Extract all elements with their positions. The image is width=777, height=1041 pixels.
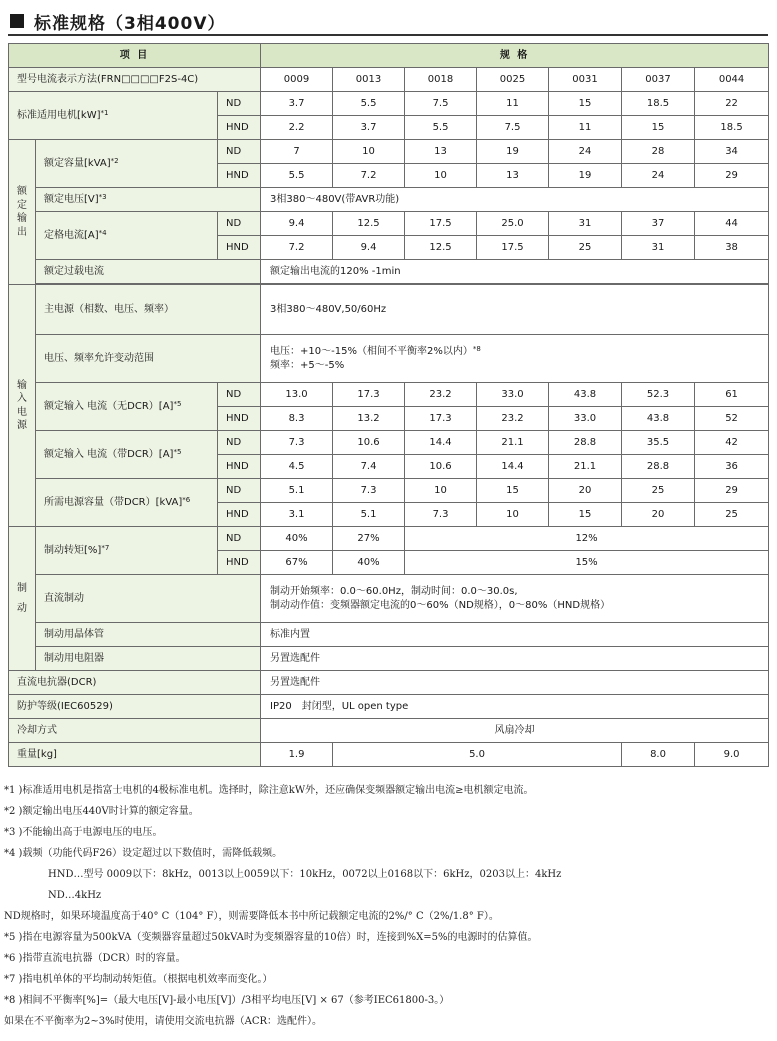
model-cell: 0013 <box>333 68 405 92</box>
value-cell: 7.5 <box>477 116 549 140</box>
value-cell: 7 <box>261 140 333 164</box>
value-cell: 29 <box>695 164 769 188</box>
value-cell: 22 <box>695 92 769 116</box>
value-cell: 9.0 <box>695 743 769 767</box>
value-cell: 10.6 <box>405 455 477 479</box>
output-voltage-row <box>9 188 769 212</box>
value-cell: 2.2 <box>261 116 333 140</box>
value-cell: 23.2 <box>405 383 477 407</box>
value-cell: 14.4 <box>405 431 477 455</box>
value-cell: 19 <box>549 164 622 188</box>
value-cell: 18.5 <box>695 116 769 140</box>
value-cell: 14.4 <box>477 455 549 479</box>
value-cell: 10 <box>333 140 405 164</box>
input-current-no-dcr-nd-row <box>9 383 769 407</box>
spec-table <box>8 43 769 767</box>
value-cell: 35.5 <box>622 431 695 455</box>
nd-tag: ND <box>218 479 261 503</box>
footnote: ND…4kHz <box>48 890 102 901</box>
value-cell: 12.5 <box>333 212 405 236</box>
page-title: 标准规格（3相400V） <box>34 14 226 34</box>
value-cell: 19 <box>477 140 549 164</box>
value-cell: 13 <box>477 164 549 188</box>
value-cell: 10 <box>405 164 477 188</box>
value-cell: 17.5 <box>477 236 549 260</box>
value-cell: 20 <box>549 479 622 503</box>
value-cell: 8.3 <box>261 407 333 431</box>
value-cell: 40% <box>261 527 333 551</box>
value-cell: 7.5 <box>405 92 477 116</box>
capacity-dcr-label: 所需电源容量（带DCR）[kVA]$^{*6}$ <box>36 479 218 527</box>
value-cell: 37 <box>622 212 695 236</box>
output-current-nd-row <box>9 212 769 236</box>
dc-braking-label: 直流制动 <box>36 575 261 623</box>
value-cell: 5.1 <box>261 479 333 503</box>
value-cell: 31 <box>549 212 622 236</box>
capacity-label: 额定容量[kVA]$^{*2}$ <box>36 140 218 188</box>
voltage-value: 3相380～480V(带AVR功能) <box>261 188 769 212</box>
value-cell: 13 <box>405 140 477 164</box>
nd-tag: ND <box>218 527 261 551</box>
value-cell: 5.5 <box>405 116 477 140</box>
section-title-bar <box>8 6 768 36</box>
value-cell: 33.0 <box>549 407 622 431</box>
hnd-tag: HND <box>218 503 261 527</box>
value-cell: 25 <box>549 236 622 260</box>
torque-label: 制动转矩[%]$^{*7}$ <box>36 527 218 575</box>
value-cell: 5.5 <box>261 164 333 188</box>
nd-tag: ND <box>218 140 261 164</box>
value-cell: 13.0 <box>261 383 333 407</box>
footnote: *1 )标准适用电机是指富士电机的4极标准电机。选择时，除注意kW外，还应确保变频器额定输出电流≥电机额定电流。 <box>4 785 534 796</box>
header-spec: 规 格 <box>261 44 769 68</box>
nd-tag: ND <box>218 431 261 455</box>
value-cell: 17.5 <box>405 212 477 236</box>
value-cell: 5.0 <box>333 743 622 767</box>
resistor-label: 制动用电阻器 <box>36 647 261 671</box>
resistor-value: 另置选配件 <box>261 647 769 671</box>
protection-row <box>9 695 769 719</box>
motor-label: 标准适用电机[kW]$^{*1}$ <box>9 92 218 140</box>
model-cell: 0025 <box>477 68 549 92</box>
footnote: 如果在不平衡率为2~3%时使用，请使用交流电抗器（ACR：选配件）。 <box>4 1016 323 1027</box>
value-cell: 5.1 <box>333 503 405 527</box>
footnote: *2 )额定输出电压440V时计算的额定容量。 <box>4 806 199 817</box>
main-power-label: 主电源（相数、电压、频率） <box>36 285 261 335</box>
value-cell: 15 <box>477 479 549 503</box>
dc-braking-value: 制动开始频率：0.0～60.0Hz，制动时间：0.0～30.0s, 制动动作值：变频器额定电流的0～60%（ND规格），0～80%（HND规格） <box>261 575 769 623</box>
footnote: *3 )不能输出高于电源电压的电压。 <box>4 827 163 838</box>
footnote: *5 )指在电源容量为500kVA（变频器容量超过50kVA时为变频器容量的10倍）时，连接到%X=5%的电源时的估算值。 <box>4 932 538 943</box>
current-no-dcr-label: 额定输入 电流（无$DCR)[A]^{*5}$ <box>36 383 218 431</box>
dc-braking-row <box>9 575 769 623</box>
braking-torque-nd-row <box>9 527 769 551</box>
transistor-value: 标准内置 <box>261 623 769 647</box>
model-cell: 0018 <box>405 68 477 92</box>
value-cell: 7.3 <box>333 479 405 503</box>
value-cell: 3.7 <box>261 92 333 116</box>
brake-transistor-row <box>9 623 769 647</box>
value-cell: 11 <box>477 92 549 116</box>
header-item: 项 目 <box>9 44 261 68</box>
value-cell: 11 <box>549 116 622 140</box>
value-cell: 67% <box>261 551 333 575</box>
nd-tag: ND <box>218 92 261 116</box>
value-cell: 7.2 <box>333 164 405 188</box>
input-main-power-row <box>9 285 769 335</box>
model-cell: 0044 <box>695 68 769 92</box>
cooling-value: 风扇冷却 <box>261 719 769 743</box>
value-cell: 5.5 <box>333 92 405 116</box>
footnote: HND…型号 0009以下：8kHz，0013以上0059以下：10kHz，0072以上0168以下：6kHz，0203以上：4kHz <box>48 869 562 880</box>
value-cell: 36 <box>695 455 769 479</box>
value-cell: 12% <box>405 527 769 551</box>
value-cell: 25 <box>622 479 695 503</box>
overload-value: 额定输出电流的120% -1min <box>261 260 769 284</box>
footnote: *8 )相间不平衡率[%]=（最大电压[V]-最小电压[V]）/3相平均电压[V] × 67（参考IEC61800-3。） <box>4 995 450 1006</box>
cooling-row <box>9 719 769 743</box>
hnd-tag: HND <box>218 164 261 188</box>
value-cell: 3.1 <box>261 503 333 527</box>
current-label: 定格电流$[A]^{*4}$ <box>36 212 218 260</box>
value-cell: 43.8 <box>549 383 622 407</box>
value-cell: 31 <box>622 236 695 260</box>
weight-row <box>9 743 769 767</box>
value-cell: 23.2 <box>477 407 549 431</box>
value-cell: 29 <box>695 479 769 503</box>
value-cell: 7.2 <box>261 236 333 260</box>
value-cell: 28 <box>622 140 695 164</box>
model-label: 型号电流表示方法(FRN□□□□F2S-4C) <box>9 68 261 92</box>
hnd-tag: HND <box>218 116 261 140</box>
footnote: ND规格时，如果环境温度高于40° C（104° F），则需要降低本书中所记载额定电流的2%/° C（2%/1.8° F）。 <box>4 911 499 922</box>
value-cell: 15 <box>549 503 622 527</box>
footnote: *7 )指电机单体的平均制动转矩值。（根据电机效率而变化。） <box>4 974 273 985</box>
value-cell: 7.3 <box>405 503 477 527</box>
value-cell: 42 <box>695 431 769 455</box>
value-cell: 15% <box>405 551 769 575</box>
input-capacity-dcr-nd-row <box>9 479 769 503</box>
protection-value: IP20 封闭型，UL open type <box>261 695 769 719</box>
value-cell: 7.4 <box>333 455 405 479</box>
input-variation-row <box>9 335 769 383</box>
value-cell: 40% <box>333 551 405 575</box>
voltage-label: 额定电压$[V]^{*3}$ <box>36 188 261 212</box>
value-cell: 10 <box>477 503 549 527</box>
model-row <box>9 68 769 92</box>
table-header-row <box>9 44 769 68</box>
value-cell: 33.0 <box>477 383 549 407</box>
dcr-value: 另置选配件 <box>261 671 769 695</box>
value-cell: 10 <box>405 479 477 503</box>
value-cell: 28.8 <box>549 431 622 455</box>
value-cell: 13.2 <box>333 407 405 431</box>
overload-label: 额定过载电流 <box>36 260 261 284</box>
value-cell: 21.1 <box>477 431 549 455</box>
nd-tag: ND <box>218 212 261 236</box>
brake-resistor-row <box>9 647 769 671</box>
value-cell: 44 <box>695 212 769 236</box>
value-cell: 9.4 <box>261 212 333 236</box>
current-dcr-label: 额定输入 电流（带$DCR)[A]^{*5}$ <box>36 431 218 479</box>
model-cell: 0031 <box>549 68 622 92</box>
dcr-label: 直流电抗器(DCR) <box>9 671 261 695</box>
model-cell: 0009 <box>261 68 333 92</box>
model-cell: 0037 <box>622 68 695 92</box>
footnote: *6 )指带直流电抗器（DCR）时的容量。 <box>4 953 186 964</box>
output-group-label: 额 定 输 出 <box>9 140 36 285</box>
hnd-tag: HND <box>218 236 261 260</box>
value-cell: 24 <box>622 164 695 188</box>
value-cell: 24 <box>549 140 622 164</box>
hnd-tag: HND <box>218 455 261 479</box>
value-cell: 25 <box>695 503 769 527</box>
input-group-label: 输 入 电 源 <box>9 285 36 527</box>
value-cell: 38 <box>695 236 769 260</box>
variation-label: 电压、频率允许变动范围 <box>36 335 261 383</box>
hnd-tag: HND <box>218 551 261 575</box>
footnotes <box>4 780 774 1032</box>
transistor-label: 制动用晶体管 <box>36 623 261 647</box>
nd-tag: ND <box>218 383 261 407</box>
protection-label: 防护等级(IEC60529) <box>9 695 261 719</box>
weight-label: 重量[kg] <box>9 743 261 767</box>
square-bullet-icon <box>10 14 24 28</box>
value-cell: 17.3 <box>333 383 405 407</box>
value-cell: 52.3 <box>622 383 695 407</box>
braking-group-label: 制 动 <box>9 527 36 671</box>
dcr-row <box>9 671 769 695</box>
value-cell: 7.3 <box>261 431 333 455</box>
output-capacity-nd-row <box>9 140 769 164</box>
value-cell: 18.5 <box>622 92 695 116</box>
variation-value: 电压：+10～-15%（相间不平衡率2%以内）$^{*8}$ 频率：+5～-5% <box>261 335 769 383</box>
value-cell: 1.9 <box>261 743 333 767</box>
value-cell: 8.0 <box>622 743 695 767</box>
value-cell: 10.6 <box>333 431 405 455</box>
value-cell: 21.1 <box>549 455 622 479</box>
cooling-label: 冷却方式 <box>9 719 261 743</box>
value-cell: 20 <box>622 503 695 527</box>
value-cell: 12.5 <box>405 236 477 260</box>
value-cell: 43.8 <box>622 407 695 431</box>
value-cell: 17.3 <box>405 407 477 431</box>
main-power-value: 3相380～480V,50/60Hz <box>261 285 769 335</box>
value-cell: 4.5 <box>261 455 333 479</box>
value-cell: 52 <box>695 407 769 431</box>
value-cell: 15 <box>549 92 622 116</box>
value-cell: 28.8 <box>622 455 695 479</box>
value-cell: 34 <box>695 140 769 164</box>
value-cell: 25.0 <box>477 212 549 236</box>
value-cell: 9.4 <box>333 236 405 260</box>
hnd-tag: HND <box>218 407 261 431</box>
value-cell: 15 <box>622 116 695 140</box>
value-cell: 61 <box>695 383 769 407</box>
footnote: *4 )载频（功能代码F26）设定超过以下数值时，需降低载频。 <box>4 848 283 859</box>
value-cell: 3.7 <box>333 116 405 140</box>
value-cell: 27% <box>333 527 405 551</box>
motor-nd-row <box>9 92 769 116</box>
input-current-dcr-nd-row <box>9 431 769 455</box>
output-overload-row <box>9 260 769 284</box>
